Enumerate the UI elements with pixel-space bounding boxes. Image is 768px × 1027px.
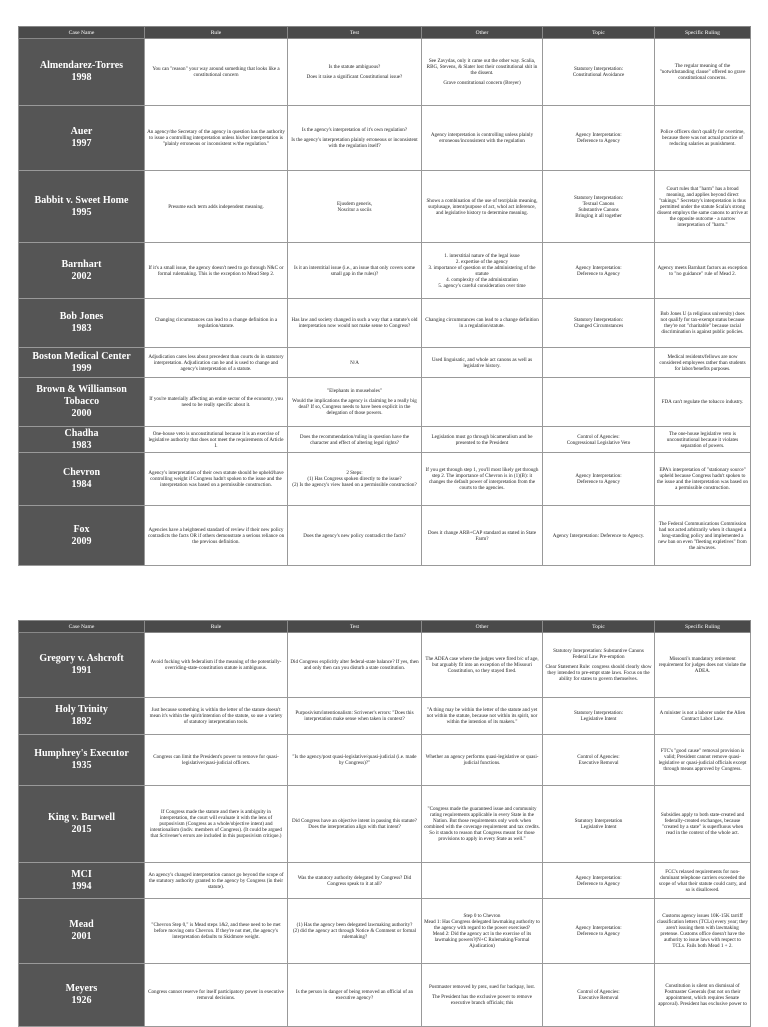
other-cell <box>422 453 543 506</box>
cell-text: Is the agency's interpretation plainly erroneous or inconsistent with the regulation itself? <box>291 137 418 149</box>
other-cell <box>422 506 543 566</box>
test-cell <box>288 735 422 786</box>
cell-text: Agency Interpretation: <box>575 925 622 931</box>
cell-text: Shows a combination of the use of text/plain meaning, surplusage, intent/purpose of act, whol act inference, and legislative history to determine meaning. <box>426 197 538 216</box>
table-row <box>19 735 751 786</box>
table-row <box>19 633 751 698</box>
cell-text: Would the implications the agency is claiming be a really big deal? If so, Congress needs to have been explicit in the delegation of those powers. <box>292 398 417 416</box>
cell-text: Changing circumstances can lead to a change definition in a regulation/statute. <box>154 317 278 329</box>
ruling-cell <box>655 863 751 899</box>
rule-cell <box>145 735 288 786</box>
rule-cell <box>145 506 288 566</box>
rule-cell <box>145 106 288 171</box>
cell-text: N/A <box>350 359 359 366</box>
cell-text: Agencies have a heightened standard of review if their new policy contradicts the facts OR if others demonstrate a serious reliance on the previous definition. <box>147 526 285 545</box>
cell-text: 2. expertise of the agency <box>455 258 509 265</box>
table-row <box>19 39 751 106</box>
case-name: Fox <box>73 523 90 535</box>
column-header: Rule <box>145 621 288 633</box>
table-row <box>19 506 751 566</box>
column-header: Test <box>288 27 422 39</box>
cell-text: The one-house legislative veto is unconstitutional because it violates separation of powers. <box>666 430 739 449</box>
test-cell <box>288 427 422 453</box>
cell-text: Agency interpretation is controlling unless plainly erroneous/inconsistent with the regulation <box>430 132 534 144</box>
table-row <box>19 786 751 863</box>
cell-text: Customs agency issues 10K-15K tarriff classification letters (TCLs) every year; they aren't issuing them with lawmaking pretense. Customs office doesn't have the authority to issue laws with respect to TCLs. Fails both Mead 1 + 2. <box>657 913 748 949</box>
test-cell <box>288 863 422 899</box>
test-cell <box>288 899 422 964</box>
table-row <box>19 348 751 378</box>
column-header: Specific Ruling <box>655 27 751 39</box>
cell-text: Subsidies apply to both state-created and federally-created exchanges, because "created by a state" is superfluous when read in the context of the whole act. <box>660 812 745 836</box>
cell-text: The President has the exclusive power to remove executive branch officials; this <box>431 994 532 1006</box>
case-year: 1892 <box>71 716 92 727</box>
cell-text: Legislative Intent <box>580 716 617 722</box>
cell-text: Agency meets Barnhart factors as exception to "no guidance" rule of Mead 2. <box>657 264 748 277</box>
cell-text: An agency's changed interpretation cannot go beyond the scope of the statutory authority granted to the agency by Congress (in their statute). <box>148 871 284 890</box>
topic-cell <box>543 863 655 899</box>
ruling-cell <box>655 299 751 348</box>
case-name: Boston Medical Center <box>32 350 131 362</box>
case-year: 1935 <box>71 760 92 771</box>
topic-cell <box>543 453 655 506</box>
cell-text: Court rules that "harm" has a broad meaning, and applies beyond direct "takings." Secretary's interpretation is thus permitted under the statute Scalia's strong dissent employs the same canons to arrive at the opposite outcome - a narrow interpretation of "harm." <box>657 185 748 228</box>
cell-text: Legislative Intent <box>580 824 617 830</box>
case-year: 1997 <box>71 138 92 149</box>
case-name: Humphrey's Executor <box>34 748 129 759</box>
topic-cell <box>543 735 655 786</box>
cell-text: Was the statutory authority delegated by Congress? Did Congress speak to it at all? <box>297 874 412 887</box>
cell-text: Changing circumstances can lead to a change definition in a regulation/statute. <box>425 317 539 329</box>
ruling-cell <box>655 453 751 506</box>
test-cell <box>288 348 422 378</box>
cell-text: (2) did the agency act through Notice & Comment or formal rulemaking? <box>292 928 417 940</box>
cell-text: Noscitur a sociis <box>337 206 372 213</box>
case-name: Auer <box>70 126 93 137</box>
topic-cell <box>543 243 655 299</box>
topic-cell <box>543 698 655 735</box>
other-cell <box>422 698 543 735</box>
rule-cell <box>145 171 288 243</box>
case-name: Almendarez-Torres <box>39 60 124 71</box>
cell-text: Mead 1: Has Congress delegated lawmaking authority to the agency with regard to the power exercised? <box>424 919 540 931</box>
cell-text: Federal Law Pre-emption <box>572 654 625 660</box>
cell-text: 3. importance of question ot the administering of the statute <box>428 264 536 277</box>
cell-text: 5. agency's careful consideration over time <box>438 282 526 289</box>
cell-text: Statutory Interpretation: Substantive Canons <box>553 648 644 654</box>
ruling-cell <box>655 39 751 106</box>
case-year: 1994 <box>71 880 92 892</box>
cell-text: Did Congress have an objective intent in passing this statute? Does the interpretation align with that intent? <box>292 818 417 830</box>
test-cell <box>288 299 422 348</box>
table-row <box>19 863 751 899</box>
table-body-2 <box>19 633 751 1027</box>
cell-text: Congressional Legislative Veto <box>566 439 631 446</box>
case-name-cell <box>19 899 145 964</box>
cell-text: Does it change ARB+CAP standard as stated in State Farm? <box>427 529 537 542</box>
cell-text: One-house veto is unconstitutional because it is an exercise of legislative authority that does not meet the requirements of Article I. <box>148 430 284 449</box>
topic-cell <box>543 506 655 566</box>
rule-cell <box>145 427 288 453</box>
cell-text: Is it an interstitial issue (i.e., an issue that only covers some small gap in the rules)? <box>293 264 416 277</box>
case-year: 2001 <box>71 931 92 942</box>
cell-text: Clear Statement Rule: congress should clearly show they intended to pre-empt state laws. Focus on the ability for states to govern themselves. <box>545 664 652 682</box>
rule-cell <box>145 863 288 899</box>
cell-text: Agency Interpretation: <box>575 264 622 271</box>
case-year: 1926 <box>71 995 92 1006</box>
case-name: Chadha <box>64 427 99 439</box>
test-cell <box>288 698 422 735</box>
topic-cell <box>543 39 655 106</box>
cell-text: "A thing may be within the letter of the statute and yet not within the statute, because not within its spirit, nor within the intention of its makers." <box>426 707 538 725</box>
column-header: Topic <box>543 621 655 633</box>
cell-text: Bob Jones U (a religious university) does not qualify for tax-exempt status because they're not "charitable" because racial discrimination is against public policies. <box>660 311 745 335</box>
case-name-cell <box>19 299 145 348</box>
case-name-cell <box>19 506 145 566</box>
test-cell <box>288 633 422 698</box>
cell-text: If you're materially affecting an entire sector of the economy, you need to be really specific about it. <box>149 396 283 408</box>
case-name-cell <box>19 427 145 453</box>
cell-text: Agency Interpretation: <box>575 473 622 479</box>
cell-text: (1) Has the agency been delegated lawmaking authority? <box>296 922 413 928</box>
table-body-1 <box>19 39 751 566</box>
cell-text: (2) Is the agency's view based on a permissible construction? <box>292 482 417 488</box>
test-cell <box>288 378 422 427</box>
cell-text: Whether an agency performs quasi-legislative or quasi-judicial functions. <box>425 754 539 766</box>
rule-cell <box>145 633 288 698</box>
cell-text: Statutory Interpretation <box>574 818 623 824</box>
test-cell <box>288 106 422 171</box>
cell-text: FDA can't regulate the tobacco industry. <box>661 399 744 405</box>
cell-text: See Zavydas, only it came out the other way. Scalia, RBG, Stevens, & Slater lost their constitutional shit in the dissent. <box>426 58 538 76</box>
column-header: Specific Ruling <box>655 621 751 633</box>
cell-text: Does it raise a significant Constitutional issue? <box>306 74 403 80</box>
table-row <box>19 299 751 348</box>
cell-text: Police officers don't qualify for overtime, because there was not actual practice of reducing salaries as punishment. <box>660 129 745 147</box>
case-name: Holy Trinity <box>55 704 108 715</box>
other-cell <box>422 633 543 698</box>
case-name: Brown & Williamson Tobacco <box>36 384 127 407</box>
cell-text: You can "reason" your way around something that looks like a constitutional concern <box>152 66 280 78</box>
table-row <box>19 698 751 735</box>
case-name: Meyers <box>65 983 98 994</box>
cell-text: 4. complexity of the administration <box>446 276 518 283</box>
cell-text: Avoid fucking with federalism if the meaning of the potentially-overriding-state-constitution statute is ambiguous. <box>150 659 282 671</box>
cell-text: Agency Interpretation: Deference to Agency. <box>552 532 645 539</box>
rule-cell <box>145 964 288 1027</box>
cell-text: Purposivism/intentionalism: Scrivener's errors: "Does this interpretation make sense when taken in context? <box>295 710 414 722</box>
ruling-cell <box>655 506 751 566</box>
test-cell <box>288 243 422 299</box>
other-cell <box>422 348 543 378</box>
cell-text: Bringing it all together <box>575 212 622 219</box>
column-header: Other <box>422 27 543 39</box>
ruling-cell <box>655 427 751 453</box>
cell-text: Postmaster removed by prez, sued for backpay, lost. <box>428 984 536 990</box>
other-cell <box>422 899 543 964</box>
topic-cell <box>543 106 655 171</box>
cell-text: Legislation must go through bicameralism and be presented to the President <box>431 433 533 446</box>
test-cell <box>288 964 422 1027</box>
cell-text: If you get through step 1, you'll most likely get through step 2. The importance of Chevron is in (1)(B): it changes the default power of interpretation from the courts to the agencies. <box>425 467 539 491</box>
cell-text: A minister is not a laborer under the Alien Contract Labor Law. <box>659 710 746 722</box>
cell-text: Substantive Canons <box>578 206 619 213</box>
cell-text: Does the recommendation/ruling in question have the character and effect of altering legal rights? <box>299 433 410 446</box>
case-name-cell <box>19 243 145 299</box>
topic-cell <box>543 427 655 453</box>
cell-text: Grave constitutional concern (Breyer) <box>443 80 521 86</box>
table-row <box>19 964 751 1027</box>
topic-cell <box>543 899 655 964</box>
column-header: Case Name <box>19 621 145 633</box>
topic-cell <box>543 348 655 378</box>
other-cell <box>422 299 543 348</box>
cell-text: Presume each term adds independent meaning. <box>168 203 264 210</box>
cell-text: 2 Steps: <box>346 470 363 476</box>
cell-text: The regular meaning of the "notwithstanding clause" offered no grave constitutional concerns. <box>659 63 746 81</box>
case-name: MCI <box>71 868 92 880</box>
case-year: 2009 <box>71 535 92 547</box>
table-row <box>19 453 751 506</box>
other-cell <box>422 427 543 453</box>
cell-text: Is the person in danger of being removed an official of an executive agency? <box>295 989 414 1001</box>
case-name: Gregory v. Ashcroft <box>39 653 124 664</box>
case-table-page-1 <box>18 26 751 566</box>
rule-cell <box>145 299 288 348</box>
case-name-cell <box>19 106 145 171</box>
cell-text: The ADEA case where the judges were fired b/c of age, but arguably fit into an exception of the Missouri Constitution, so they stayed fired. <box>425 656 539 674</box>
table-row <box>19 899 751 964</box>
other-cell <box>422 378 543 427</box>
case-name: Bob Jones <box>59 311 104 322</box>
ruling-cell <box>655 378 751 427</box>
cell-text: Has law and society changed in such a way that a statute's old interpretation now would not make sense to Congress? <box>291 317 418 329</box>
table-row <box>19 378 751 427</box>
case-year: 1995 <box>71 206 92 218</box>
case-year: 1999 <box>71 362 92 374</box>
test-cell <box>288 506 422 566</box>
column-header: Topic <box>543 27 655 39</box>
case-year: 1983 <box>71 323 92 334</box>
cell-text: "Chevron Step 0," is Mead steps 1&2, and these need to be met before moving onto Chevron. If they're not met, the agency's interpretation defaults to Skidmore weight. <box>151 922 281 940</box>
cell-text: Used linguisatic, and whole act canons as well as legislative history. <box>431 356 533 369</box>
rule-cell <box>145 378 288 427</box>
cell-text: EPA's interpretation of "stationary source" upheld because Congress hadn't spoken to the issue and the interpretation was based on a permissible construction. <box>657 467 748 491</box>
cell-text: Deference to Agency <box>577 931 620 937</box>
cell-text: The Federal Communications Commission had not acted arbitrarily when it changed a long-standing policy and implemented a new ban on even "fleeting expletives" from the airwaves. <box>658 520 747 551</box>
case-year: 2015 <box>71 824 92 835</box>
ruling-cell <box>655 964 751 1027</box>
ruling-cell <box>655 348 751 378</box>
ruling-cell <box>655 633 751 698</box>
cell-text: Agency's interpretation of their own statute should be upheld/have controlling weight if Congress hadn't spoken to the issue and the interpretation was based on a permissible construction. <box>148 470 284 488</box>
cell-text: Constitutional Avoidance <box>572 72 625 78</box>
other-cell <box>422 243 543 299</box>
cell-text: Control of Agencies: <box>577 754 620 760</box>
rule-cell <box>145 899 288 964</box>
test-cell <box>288 453 422 506</box>
cell-text: Statutory Interpretation: <box>573 194 624 201</box>
case-year: 1983 <box>71 439 92 451</box>
case-name-cell <box>19 171 145 243</box>
case-name-cell <box>19 698 145 735</box>
cell-text: Agency Interpretation: <box>575 132 622 138</box>
topic-cell <box>543 633 655 698</box>
case-year: 1998 <box>71 72 92 83</box>
case-name-cell <box>19 786 145 863</box>
test-cell <box>288 171 422 243</box>
cell-text: Control of Agencies: <box>577 433 620 440</box>
cell-text: Does the agency's new policy contradict the facts? <box>303 532 406 539</box>
rule-cell <box>145 453 288 506</box>
topic-cell <box>543 378 655 427</box>
ruling-cell <box>655 899 751 964</box>
case-name-cell <box>19 735 145 786</box>
case-name: Babbit v. Sweet Home <box>34 194 129 206</box>
other-cell <box>422 786 543 863</box>
cell-text: Executive Removal <box>578 995 619 1001</box>
cell-text: Changed Circumstances <box>573 323 624 329</box>
cell-text: Statutory Interpretation: <box>573 710 624 716</box>
case-name: King v. Burwell <box>48 812 115 823</box>
ruling-cell <box>655 786 751 863</box>
topic-cell <box>543 786 655 863</box>
table-row <box>19 106 751 171</box>
cell-text: Is the statute ambiguous? <box>328 64 381 70</box>
cell-text: Textual Canons <box>582 200 615 207</box>
cell-text: Constitution is silent on dismissal of Postmaster Generals (but not on their appointment, which requires Senate approval). President has exclusive power to <box>658 983 747 1007</box>
cell-text: 1. interstitial nature of the legal issue <box>444 252 520 259</box>
cell-text: Control of Agencies: <box>577 989 620 995</box>
other-cell <box>422 171 543 243</box>
column-header: Rule <box>145 27 288 39</box>
rule-cell <box>145 348 288 378</box>
topic-cell <box>543 299 655 348</box>
ruling-cell <box>655 243 751 299</box>
cell-text: Deference to Agency <box>577 479 620 485</box>
other-cell <box>422 39 543 106</box>
cell-text: Ejusdem generis, <box>336 200 373 207</box>
cell-text: "Is the agency/post quasi-legislative/quasi-judicial (i.e. made by Congress)?" <box>292 754 417 766</box>
topic-cell <box>543 964 655 1027</box>
rule-cell <box>145 698 288 735</box>
topic-cell <box>543 171 655 243</box>
case-name-cell <box>19 863 145 899</box>
table-header-2 <box>19 621 751 633</box>
case-name-cell <box>19 378 145 427</box>
column-header: Other <box>422 621 543 633</box>
case-name-cell <box>19 39 145 106</box>
cell-text: Deference to Agency <box>577 138 620 144</box>
ruling-cell <box>655 698 751 735</box>
column-header: Case Name <box>19 27 145 39</box>
cell-text: Step 0 to Chevron <box>463 913 501 919</box>
cell-text: Congress can limit the President's power to remove for quasi-legislative/quasi-judicial officers. <box>153 754 279 766</box>
other-cell <box>422 863 543 899</box>
case-year: 1991 <box>71 665 92 676</box>
cell-text: (1) Has Congress spoken directly to the issue? <box>307 476 402 482</box>
case-name-cell <box>19 633 145 698</box>
case-year: 1984 <box>71 479 92 490</box>
rule-cell <box>145 243 288 299</box>
cell-text: Medical residents/fellows are now considered employees rather than students for labor/benefits purposes. <box>659 353 746 372</box>
case-year: 2000 <box>71 408 92 419</box>
cell-text: If Congress made the statute and there is ambiguity in interpretation, the court will evaluate it with the lens of purposivism (Congress as a whole/objective intent) and intentionalism (indiv. members of Congress). (It could be argued that Scrivener's errors are included in this purposivism critique.) <box>150 809 282 839</box>
case-name-cell <box>19 964 145 1027</box>
ruling-cell <box>655 171 751 243</box>
table-row <box>19 243 751 299</box>
cell-text: "Elephants in mouseholes" <box>327 388 382 394</box>
rule-cell <box>145 786 288 863</box>
cell-text: FTC's "good cause" removal provision is valid; President cannot remove quasi-legislative or quasi-judicial officials except through means approved by Congress. <box>658 748 747 772</box>
test-cell <box>288 39 422 106</box>
table-header-1 <box>19 27 751 39</box>
cell-text: Congress cannot reserve for itself participatory power in executive removal decisions. <box>148 989 284 1001</box>
case-table-page-2 <box>18 620 751 1027</box>
other-cell <box>422 964 543 1027</box>
cell-text: Adjudication cares less about precedent than courts do in statutory interpretation. Adjudication can be and is used to change and agency's interpretation of a statute. <box>148 353 284 372</box>
cell-text: Statutory Interpretation: <box>573 66 624 72</box>
column-header: Test <box>288 621 422 633</box>
cell-text: "Congress made the guaranteed issue and community rating requirements applicable in every State in the Nation. But those requirements only work when combined with the coverage requirement and tax credits. So it stands to reason that Congress meant for those provisions to apply in every State as well." <box>424 806 540 842</box>
case-name: Barnhart <box>61 258 102 270</box>
case-year: 2002 <box>71 270 92 282</box>
ruling-cell <box>655 106 751 171</box>
cell-text: An agency/the Secretary of the agency in question has the authority to issue a controlling interpretation unless his/her interpretation is "plainly erroneous or inconsistent w/the regulation." <box>147 129 285 147</box>
cell-text: Deference to Agency <box>577 880 620 887</box>
rule-cell <box>145 39 288 106</box>
cell-text: Missouri's mandatory retirement requirement for judges does not violate the ADEA. <box>658 656 747 674</box>
cell-text: FCC's relaxed requirements for non-dominant telephone carriers exceeded the scope of what their statute could carry, and so is disallowed. <box>658 868 747 893</box>
cell-text: Is the agency's interpretation of it's own regulation? <box>301 127 408 133</box>
other-cell <box>422 106 543 171</box>
test-cell <box>288 786 422 863</box>
cell-text: Statutory Interpretation: <box>573 317 624 323</box>
case-name: Chevron <box>62 467 101 478</box>
case-name: Mead <box>69 919 94 930</box>
cell-text: Mead 2: Did the agency act in the exercise of its lawmaking powers?(N+C Rulemaking/Formal Ajudication) <box>432 931 532 949</box>
case-name-cell <box>19 453 145 506</box>
case-name-cell <box>19 348 145 378</box>
cell-text: Agency Interpretation: <box>575 874 622 881</box>
cell-text: If it's a small issue, the agency doesn't need to go through N&C or formal rulemaking. This is the exception to Mead Step 2. <box>148 264 284 277</box>
ruling-cell <box>655 735 751 786</box>
cell-text: Deference to Agency <box>577 270 620 277</box>
table-row <box>19 171 751 243</box>
cell-text: Executive Removal <box>578 760 619 766</box>
other-cell <box>422 735 543 786</box>
table-row <box>19 427 751 453</box>
cell-text: Just because something is within the letter of the statute doesn't mean it's within the spirit/intention of the statute, so use a variety of statutory interpretation tools. <box>149 707 283 725</box>
cell-text: Did Congress explicitly alter federal-state balance? If yes, then and only then can you disturb a state constitution. <box>290 659 419 671</box>
